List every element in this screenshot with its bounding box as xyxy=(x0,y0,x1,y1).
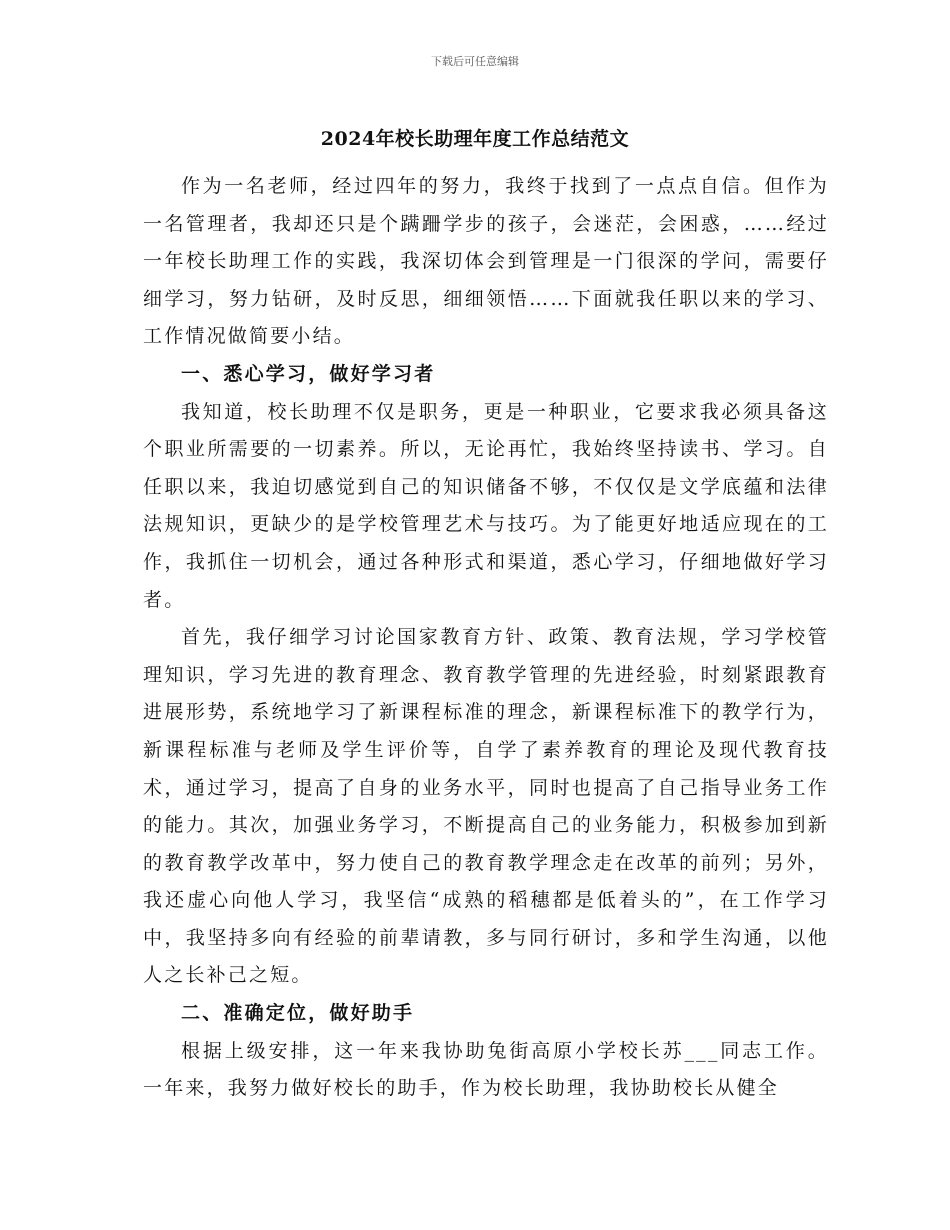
document-body xyxy=(143,168,829,1108)
body-paragraph: 我知道，校长助理不仅是职务，更是一种职业，它要求我必须具备这个职业所需要的一切素养。所以，无论再忙，我始终坚持读书、学习。自任职以来，我迫切感觉到自己的知识储备不够，不仅仅是文学底蕴和法律法规知识，更缺少的是学校管理艺术与技巧。为了能更好地适应现在的工作，我抓住一切机会，通过各种形式和渠道，悉心学习，仔细地做好学习者。 xyxy=(143,400,829,611)
document-title: 2024年校长助理年度工作总结范文 xyxy=(320,128,630,150)
body-paragraph: 首先，我仔细学习讨论国家教育方针、政策、教育法规，学习学校管理知识，学习先进的教育理念、教育教学管理的先进经验，时刻紧跟教育进展形势，系统地学习了新课程标准的理念，新课程标准下的教学行为，新课程标准与老师及学生评价等，自学了素养教育的理论及现代教育技术，通过学习，提高了自身的业务水平，同时也提高了自己指导业务工作的能力。其次，加强业务学习，不断提高自己的业务能力，积极参加到新的教育教学改革中，努力使自己的教育教学理念走在改革的前列；另外，我还虚心向他人学习，我坚信“成熟的稻穗都是低着头的”，在工作学习中，我坚持多向有经验的前辈请教，多与同行研讨，多和学生沟通，以他人之长补己之短。 xyxy=(143,626,829,987)
intro-paragraph: 作为一名老师，经过四年的努力，我终于找到了一点点自信。但作为一名管理者，我却还只是个蹒跚学步的孩子，会迷茫，会困惑，……经过一年校长助理工作的实践，我深切体会到管理是一门很深的学问，需要仔细学习，努力钻研，及时反思，细细领悟……下面就我任职以来的学习、工作情况做简要小结。 xyxy=(143,175,829,348)
section-heading-2: 二、准确定位，做好助手 xyxy=(181,1002,415,1025)
page-header: 下载后可任意编辑 xyxy=(431,55,519,68)
body-paragraph: 根据上级安排，这一年来我协助兔街高原小学校长苏___同志工作。一年来，我努力做好校长的助手，作为校长助理，我协助校长从健全 xyxy=(143,1039,829,1100)
section-heading-1: 一、悉心学习，做好学习者 xyxy=(181,362,436,385)
